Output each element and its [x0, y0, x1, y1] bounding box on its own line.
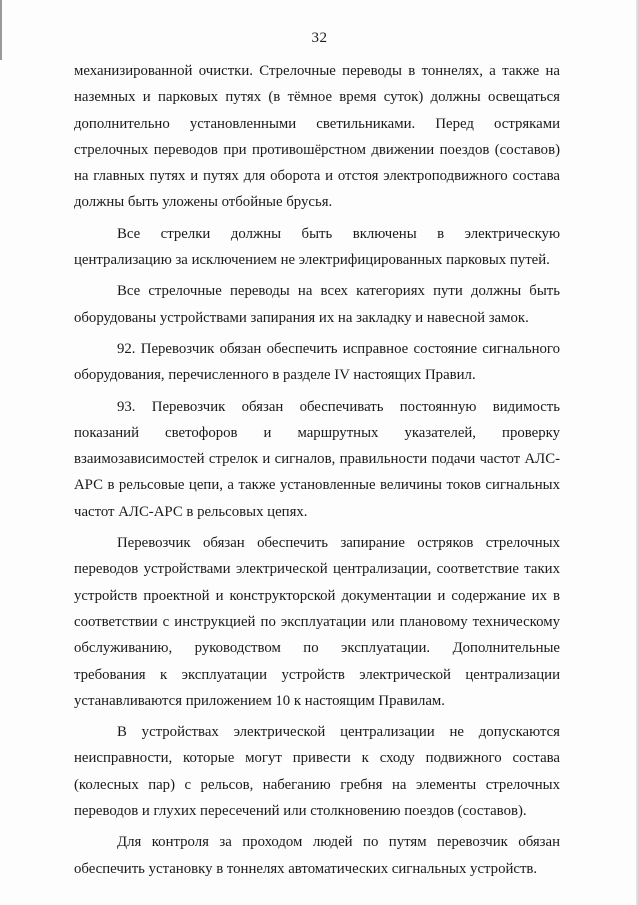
paragraph-continuation: механизированной очистки. Стрелочные переводы в тоннелях, а также на наземных и парковых путях (в тёмное время суток) должны освещаться дополнительно установленными светильниками. Перед остряками стрелочных переводов при противошёрстном движении поездов (составов) на главных путях и путях для оборота и отстоя электроподвижного состава должны быть уложены отбойные брусья. [74, 63, 560, 211]
paragraph-malfunctions: В устройствах электрической централизации не допускаются неисправности, которые могут привести к сходу подвижного состава (колесных пар) с рельсов, набеганию гребня на элементы стрелочных переводов и глухих пересечений или столкновению поездов (составов). [74, 724, 560, 820]
paragraph-switches-centralization: Все стрелки должны быть включены в электрическую централизацию за исключением не электрифицированных парковых путей. [74, 225, 560, 269]
paragraph-switch-locking: Все стрелочные переводы на всех категориях пути должны быть оборудованы устройствами запирания их на закладку и навесной замок. [74, 283, 560, 326]
paragraph-92: 92. Перевозчик обязан обеспечить исправное состояние сигнального оборудования, перечисленного в разделе IV настоящих Правил. [74, 340, 560, 384]
paragraph-centralization-locking: Перевозчик обязан обеспечить запирание остряков стрелочных переводов устройствами электрической централизации, соответствие таких устройств проектной и конструкторской документации и содержание их в соответствии с инструкцией по эксплуатации или плановому техническому обслуживанию, руководством по эксплуатации. Дополнительные требования к эксплуатации устройств электрической централизации устанавливаются приложением 10 к настоящим Правилам. [74, 535, 560, 709]
page-number: 32 [311, 30, 328, 46]
document-body [74, 58, 560, 882]
paragraph-93: 93. Перевозчик обязан обеспечивать постоянную видимость показаний светофоров и маршрутных указателей, проверку взаимозависимостей стрелок и сигналов, правильности подачи частот АЛС-АРС в рельсовые цепи, а также установленные величины токов сигнальных частот АЛС-АРС в рельсовых цепях. [74, 398, 560, 520]
paragraph-tunnel-signals: Для контроля за проходом людей по путям перевозчик обязан обеспечить установку в тоннелях автоматических сигнальных устройств. [74, 834, 560, 877]
